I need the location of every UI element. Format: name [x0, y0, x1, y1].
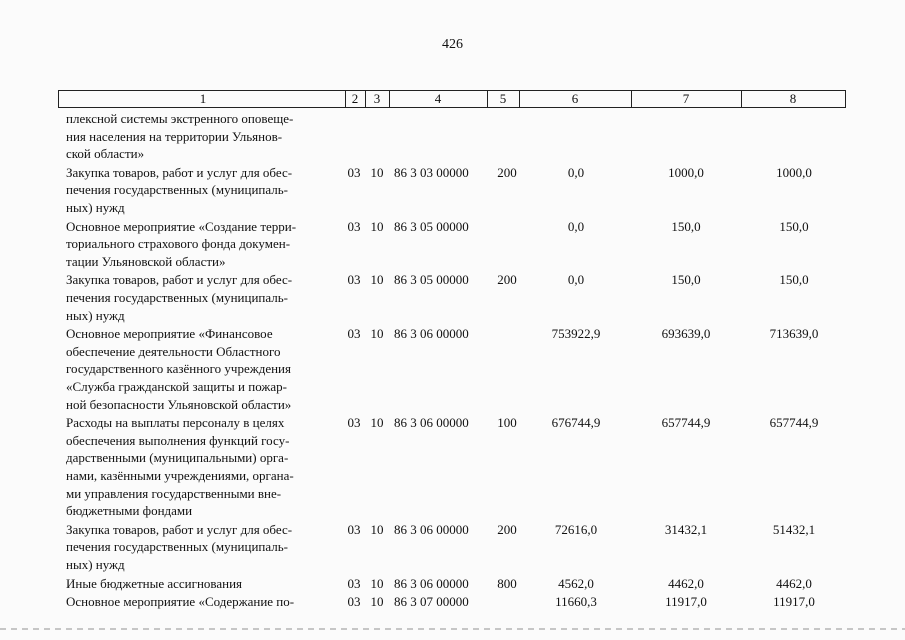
- cell-col-7: 11917,0: [665, 594, 707, 610]
- cell-col-4: 86 3 06 00000: [394, 575, 469, 591]
- description-line: печения государственных (муниципаль-: [66, 182, 289, 198]
- cell-col-6: 0,0: [567, 272, 585, 288]
- cell-col-2: 03: [347, 594, 361, 610]
- cell-col-2: 03: [347, 521, 361, 537]
- description-line: тации Ульяновской области»: [66, 253, 226, 269]
- description-line: Иные бюджетные ассигнования: [66, 575, 243, 591]
- cell-col-2: 03: [347, 575, 361, 591]
- cell-col-6: 72616,0: [554, 521, 598, 537]
- header-col-1: 1: [199, 91, 207, 106]
- cell-col-4: 86 3 05 00000: [394, 272, 469, 288]
- row-description: [66, 593, 338, 611]
- cell-col-3: 10: [370, 272, 384, 288]
- description-line: ных) нужд: [66, 556, 125, 572]
- cell-col-5: 800: [497, 575, 517, 591]
- cell-col-7: 150,0: [671, 218, 701, 234]
- description-line: Основное мероприятие «Содержание по-: [66, 594, 295, 610]
- cell-col-2: 03: [347, 164, 361, 180]
- cell-col-8: 51432,1: [772, 521, 816, 537]
- header-col-5: 5: [499, 91, 507, 106]
- row-description: [66, 218, 338, 271]
- cell-col-4: 86 3 06 00000: [394, 521, 469, 537]
- cell-col-8: 713639,0: [769, 326, 819, 342]
- scan-artifact: [0, 628, 905, 630]
- cell-col-2: 03: [347, 415, 361, 431]
- description-line: Закупка товаров, работ и услуг для обес-: [66, 272, 293, 288]
- description-line: ния населения на территории Ульянов-: [66, 128, 283, 144]
- cell-col-4: 86 3 06 00000: [394, 326, 469, 342]
- page-number: 426: [442, 37, 463, 52]
- cell-col-5: 200: [497, 164, 517, 180]
- description-line: Закупка товаров, работ и услуг для обес-: [66, 164, 293, 180]
- table-header: [58, 90, 846, 108]
- cell-col-3: 10: [370, 326, 384, 342]
- header-col-3: 3: [373, 91, 381, 106]
- cell-col-3: 10: [370, 415, 384, 431]
- cell-col-4: 86 3 06 00000: [394, 415, 469, 431]
- description-line: ской области»: [66, 146, 145, 162]
- cell-col-8: 150,0: [779, 218, 809, 234]
- row-description: [66, 521, 338, 574]
- cell-col-6: 4562,0: [558, 575, 594, 591]
- description-line: Закупка товаров, работ и услуг для обес-: [66, 521, 293, 537]
- description-line: Расходы на выплаты персоналу в целях: [66, 415, 285, 431]
- cell-col-8: 150,0: [779, 272, 809, 288]
- cell-col-4: 86 3 03 00000: [394, 164, 469, 180]
- cell-col-3: 10: [370, 521, 384, 537]
- cell-col-6: 753922,9: [551, 326, 601, 342]
- header-col-4: 4: [434, 91, 442, 106]
- cell-col-4: 86 3 07 00000: [394, 594, 469, 610]
- description-line: ной безопасности Ульяновской области»: [66, 396, 292, 412]
- cell-col-6: 676744,9: [551, 415, 601, 431]
- description-line: обеспечения выполнения функций госу-: [66, 432, 290, 448]
- row-description: [66, 414, 338, 520]
- description-line: ных) нужд: [66, 307, 125, 323]
- description-line: государственного казённого учреждения: [66, 361, 291, 377]
- description-line: дарственными (муниципальными) орга-: [66, 450, 289, 466]
- cell-col-4: 86 3 05 00000: [394, 218, 469, 234]
- description-line: печения государственных (муниципаль-: [66, 539, 289, 555]
- cell-col-7: 657744,9: [661, 415, 711, 431]
- description-line: ных) нужд: [66, 199, 125, 215]
- description-line: бюджетными фондами: [66, 503, 193, 519]
- cell-col-3: 10: [370, 218, 384, 234]
- row-description: [66, 271, 338, 324]
- cell-col-5: 200: [497, 521, 517, 537]
- cell-col-8: 1000,0: [776, 164, 812, 180]
- description-line: «Служба гражданской защиты и пожар-: [66, 378, 287, 394]
- cell-col-7: 31432,1: [664, 521, 708, 537]
- cell-col-3: 10: [370, 594, 384, 610]
- description-line: ториального страхового фонда докумен-: [66, 236, 291, 252]
- cell-col-2: 03: [347, 326, 361, 342]
- cell-col-5: 100: [497, 415, 517, 431]
- cell-col-8: 657744,9: [769, 415, 819, 431]
- cell-col-6: 0,0: [567, 164, 585, 180]
- header-col-6: 6: [571, 91, 579, 106]
- cell-col-5: 200: [497, 272, 517, 288]
- description-line: плексной системы экстренного оповеще-: [66, 111, 294, 126]
- description-line: печения государственных (муниципаль-: [66, 289, 289, 305]
- description-line: ми управления государственными вне-: [66, 485, 282, 501]
- cell-col-8: 4462,0: [776, 575, 812, 591]
- cell-col-2: 03: [347, 218, 361, 234]
- header-col-8: 8: [789, 91, 797, 106]
- row-description: [66, 110, 338, 163]
- cell-col-7: 4462,0: [668, 575, 704, 591]
- cell-col-8: 11917,0: [773, 594, 815, 610]
- description-line: Основное мероприятие «Финансовое: [66, 326, 273, 342]
- cell-col-3: 10: [370, 575, 384, 591]
- cell-col-7: 150,0: [671, 272, 701, 288]
- cell-col-6: 0,0: [567, 218, 585, 234]
- header-col-7: 7: [682, 91, 690, 106]
- header-col-2: 2: [351, 91, 359, 106]
- cell-col-2: 03: [347, 272, 361, 288]
- row-description: [66, 325, 338, 413]
- cell-col-3: 10: [370, 164, 384, 180]
- description-line: нами, казёнными учреждениями, органа-: [66, 467, 294, 483]
- description-line: обеспечение деятельности Областного: [66, 343, 281, 359]
- cell-col-7: 693639,0: [661, 326, 711, 342]
- cell-col-7: 1000,0: [668, 164, 704, 180]
- row-description: [66, 575, 338, 593]
- row-description: [66, 164, 338, 217]
- cell-col-6: 11660,3: [555, 594, 597, 610]
- description-line: Основное мероприятие «Создание терри-: [66, 218, 297, 234]
